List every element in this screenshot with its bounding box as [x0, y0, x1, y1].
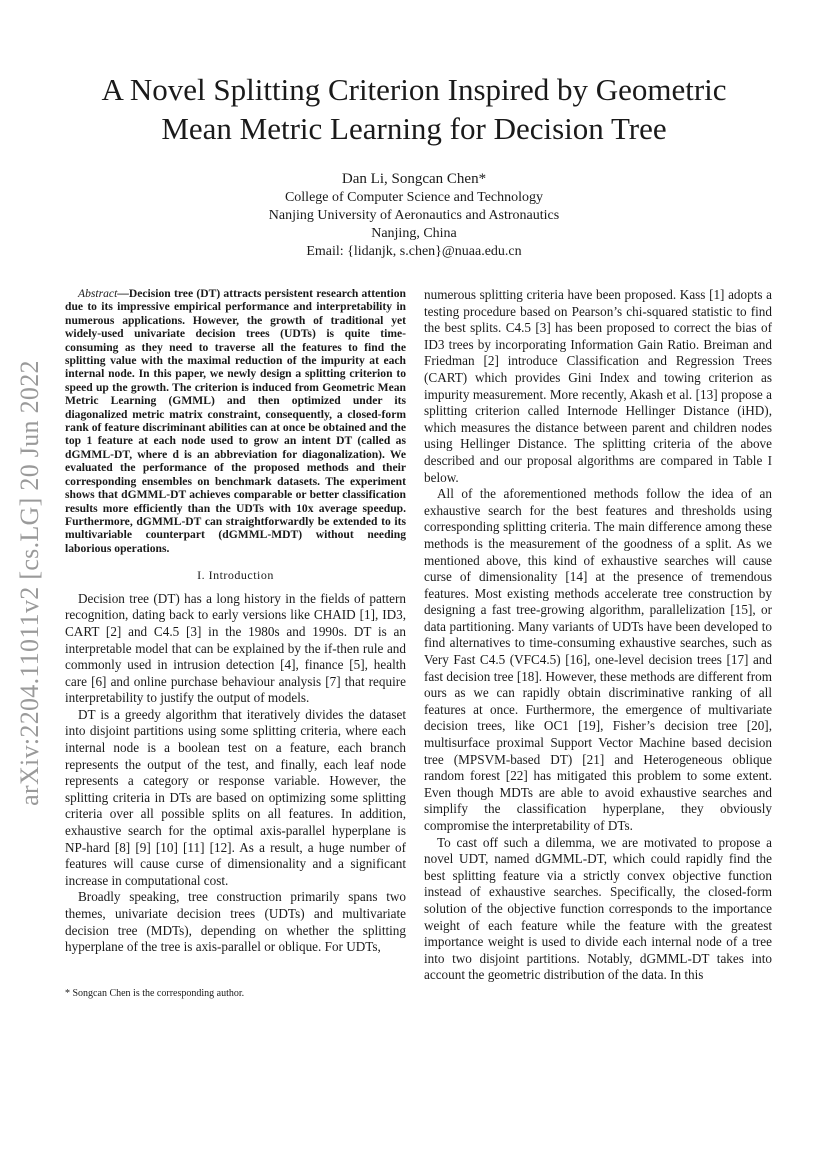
paragraph: numerous splitting criteria have been proposed. Kass [1] adopts a testing procedure based on Pearson’s chi-squared statistic to find the best splits. C4.5 [3] has been proposed to correct the bias of ID3 trees by incorporating Information Gain Ratio. Breiman and Friedman [2] introduce Classification and Regression Trees (CART) which provides Gini Index and towing criterion as impurity measurement. More recently, Akash et al. [13] propose a splitting criterion called Internode Hellinger Distance (iHD), which measures the distance between parent and children nodes using Hellinger Distance. The splitting criteria of the above described and our proposal algorithms are compared in Table I below.	[424, 287, 772, 485]
title-line-1: A Novel Splitting Criterion Inspired by Geometric	[101, 72, 727, 107]
author-block	[40, 170, 788, 261]
paragraph: Decision tree (DT) has a long history in the fields of pattern recognition, dating back to early versions like CHAID [1], ID3, CART [2] and C4.5 [3] in the 1980s and 1990s. DT is an interpretable model that can be explained by the if-then rule and commonly used in intrusion detection [4], finance [5], health care [6] and online purchase behaviour analysis [7] that require interpretability to justify the output of models.	[65, 590, 406, 706]
left-column	[65, 287, 406, 956]
paragraph: DT is a greedy algorithm that iteratively divides the dataset into disjoint partitions using some splitting criteria, where each internal node is a boolean test on a feature, each branch represents the output of the test, and finally, each leaf node represents a category or response variable. However, the splitting criteria in DTs are based on optimizing some splitting criteria over all possible splits on all features. In addition, exhaustive search for the optimal axis-parallel hyperplane is NP-hard [8] [9] [10] [11] [12]. As a result, a huge number of features will cause curse of dimensionality and a significant increase in computational cost.	[65, 706, 406, 888]
paragraph: Broadly speaking, tree construction primarily spans two themes, univariate decision trees (UDTs) and multivariate decision tree (MDTs), depending on whether the splitting hyperplane of the tree is axis-parallel or oblique. For UDTs,	[65, 889, 406, 955]
author-department: College of Computer Science and Technology	[284, 190, 544, 205]
abstract-lead: Abstract	[78, 287, 118, 300]
abstract-text: —Decision tree (DT) attracts persistent research attention due to its impressive empirical performance and interpretability in numerous applications. However, the growth of traditional yet widely-used univariate decision trees (UDTs) is quite time-consuming as they need to traverse all the features to find the splitting value with the maximal reduction of the impurity at each internal node. In this paper, we newly design a splitting criterion to speed up the growth. The criterion is induced from Geometric Mean Metric Learning (GMML) and then optimized under its diagonalized metric matrix constraint, consequently, a closed-form rank of feature discriminant abilities can at once be obtained and the top 1 feature at each node used to grow an intent DT (called as dGMML-DT, where d is an abbreviation for diagonalization). We evaluated the performance of the proposed methods and their corresponding ensembles on benchmark datasets. The experiment shows that dGMML-DT achieves comparable or better classification results more efficiently than the UDTs with 10x average speedup. Furthermore, dGMML-DT can straightforwardly be extended to its multivariable counterpart (dGMML-MDT) without needing laborious operations.	[65, 287, 406, 555]
right-column	[424, 287, 772, 984]
author-city: Nanjing, China	[371, 226, 457, 241]
author-names: Dan Li, Songcan Chen*	[341, 171, 487, 187]
title-line-2: Mean Metric Learning for Decision Tree	[161, 111, 667, 146]
author-email: Email: {lidanjk, s.chen}@nuaa.edu.cn	[306, 244, 522, 259]
arxiv-identifier-text: arXiv:2204.11011v2 [cs.LG] 20 Jun 2022	[15, 359, 44, 806]
paragraph: All of the aforementioned methods follow the idea of an exhaustive search for the best features and thresholds using corresponding splitting criteria. The main difference among these methods is the measurement of the goodness of a split. As we mentioned above, this kind of exhaustive searches will cause curse of dimensionality [14] at the presence of tremendous features. Most existing methods accelerate tree construction by designing a fast tree-growing algorithm, parallelization [15], or data partitioning. Many variants of UDTs have been developed to find alternatives to time-consuming exhaustive searches, such as Very Fast C4.5 (VFC4.5) [16], one-level decision trees [17] and fast decision tree [18]. However, these methods are different from ours as we can rapidly obtain discriminative ranking of all features at once. Furthermore, the emergence of multivariate decision trees, like OC1 [19], Fisher’s decision tree [20], multisurface proximal Support Vector Machine based decision tree (MPSVM-based DT) [21] and Heterogeneous oblique random forest [22] has mitigated this problem to some extent. Even though MDTs are able to avoid exhaustive searches and simplify the classification hyperplane, they obviously compromise the interpretability of DTs.	[424, 486, 772, 833]
abstract	[65, 287, 406, 555]
author-university: Nanjing University of Aeronautics and Astronautics	[268, 208, 560, 223]
section-heading-introduction: I. Introduction	[197, 568, 274, 583]
paper-title	[40, 70, 788, 148]
paragraph: To cast off such a dilemma, we are motivated to propose a novel UDT, named dGMML-DT, which could rapidly find the best splitting feature via a strictly convex objective function instead of exhaustive searches. Specifically, the closed-form solution of the objective function corresponds to the importance weight of each feature while the feature with the greatest importance weight is used to divide each internal node of a tree into two disjoint partitions. Notably, dGMML-DT takes into account the geometric distribution of the data. In this	[424, 834, 772, 983]
footnote: * Songcan Chen is the corresponding author.	[65, 988, 245, 999]
arxiv-identifier-stamp	[14, 340, 46, 825]
